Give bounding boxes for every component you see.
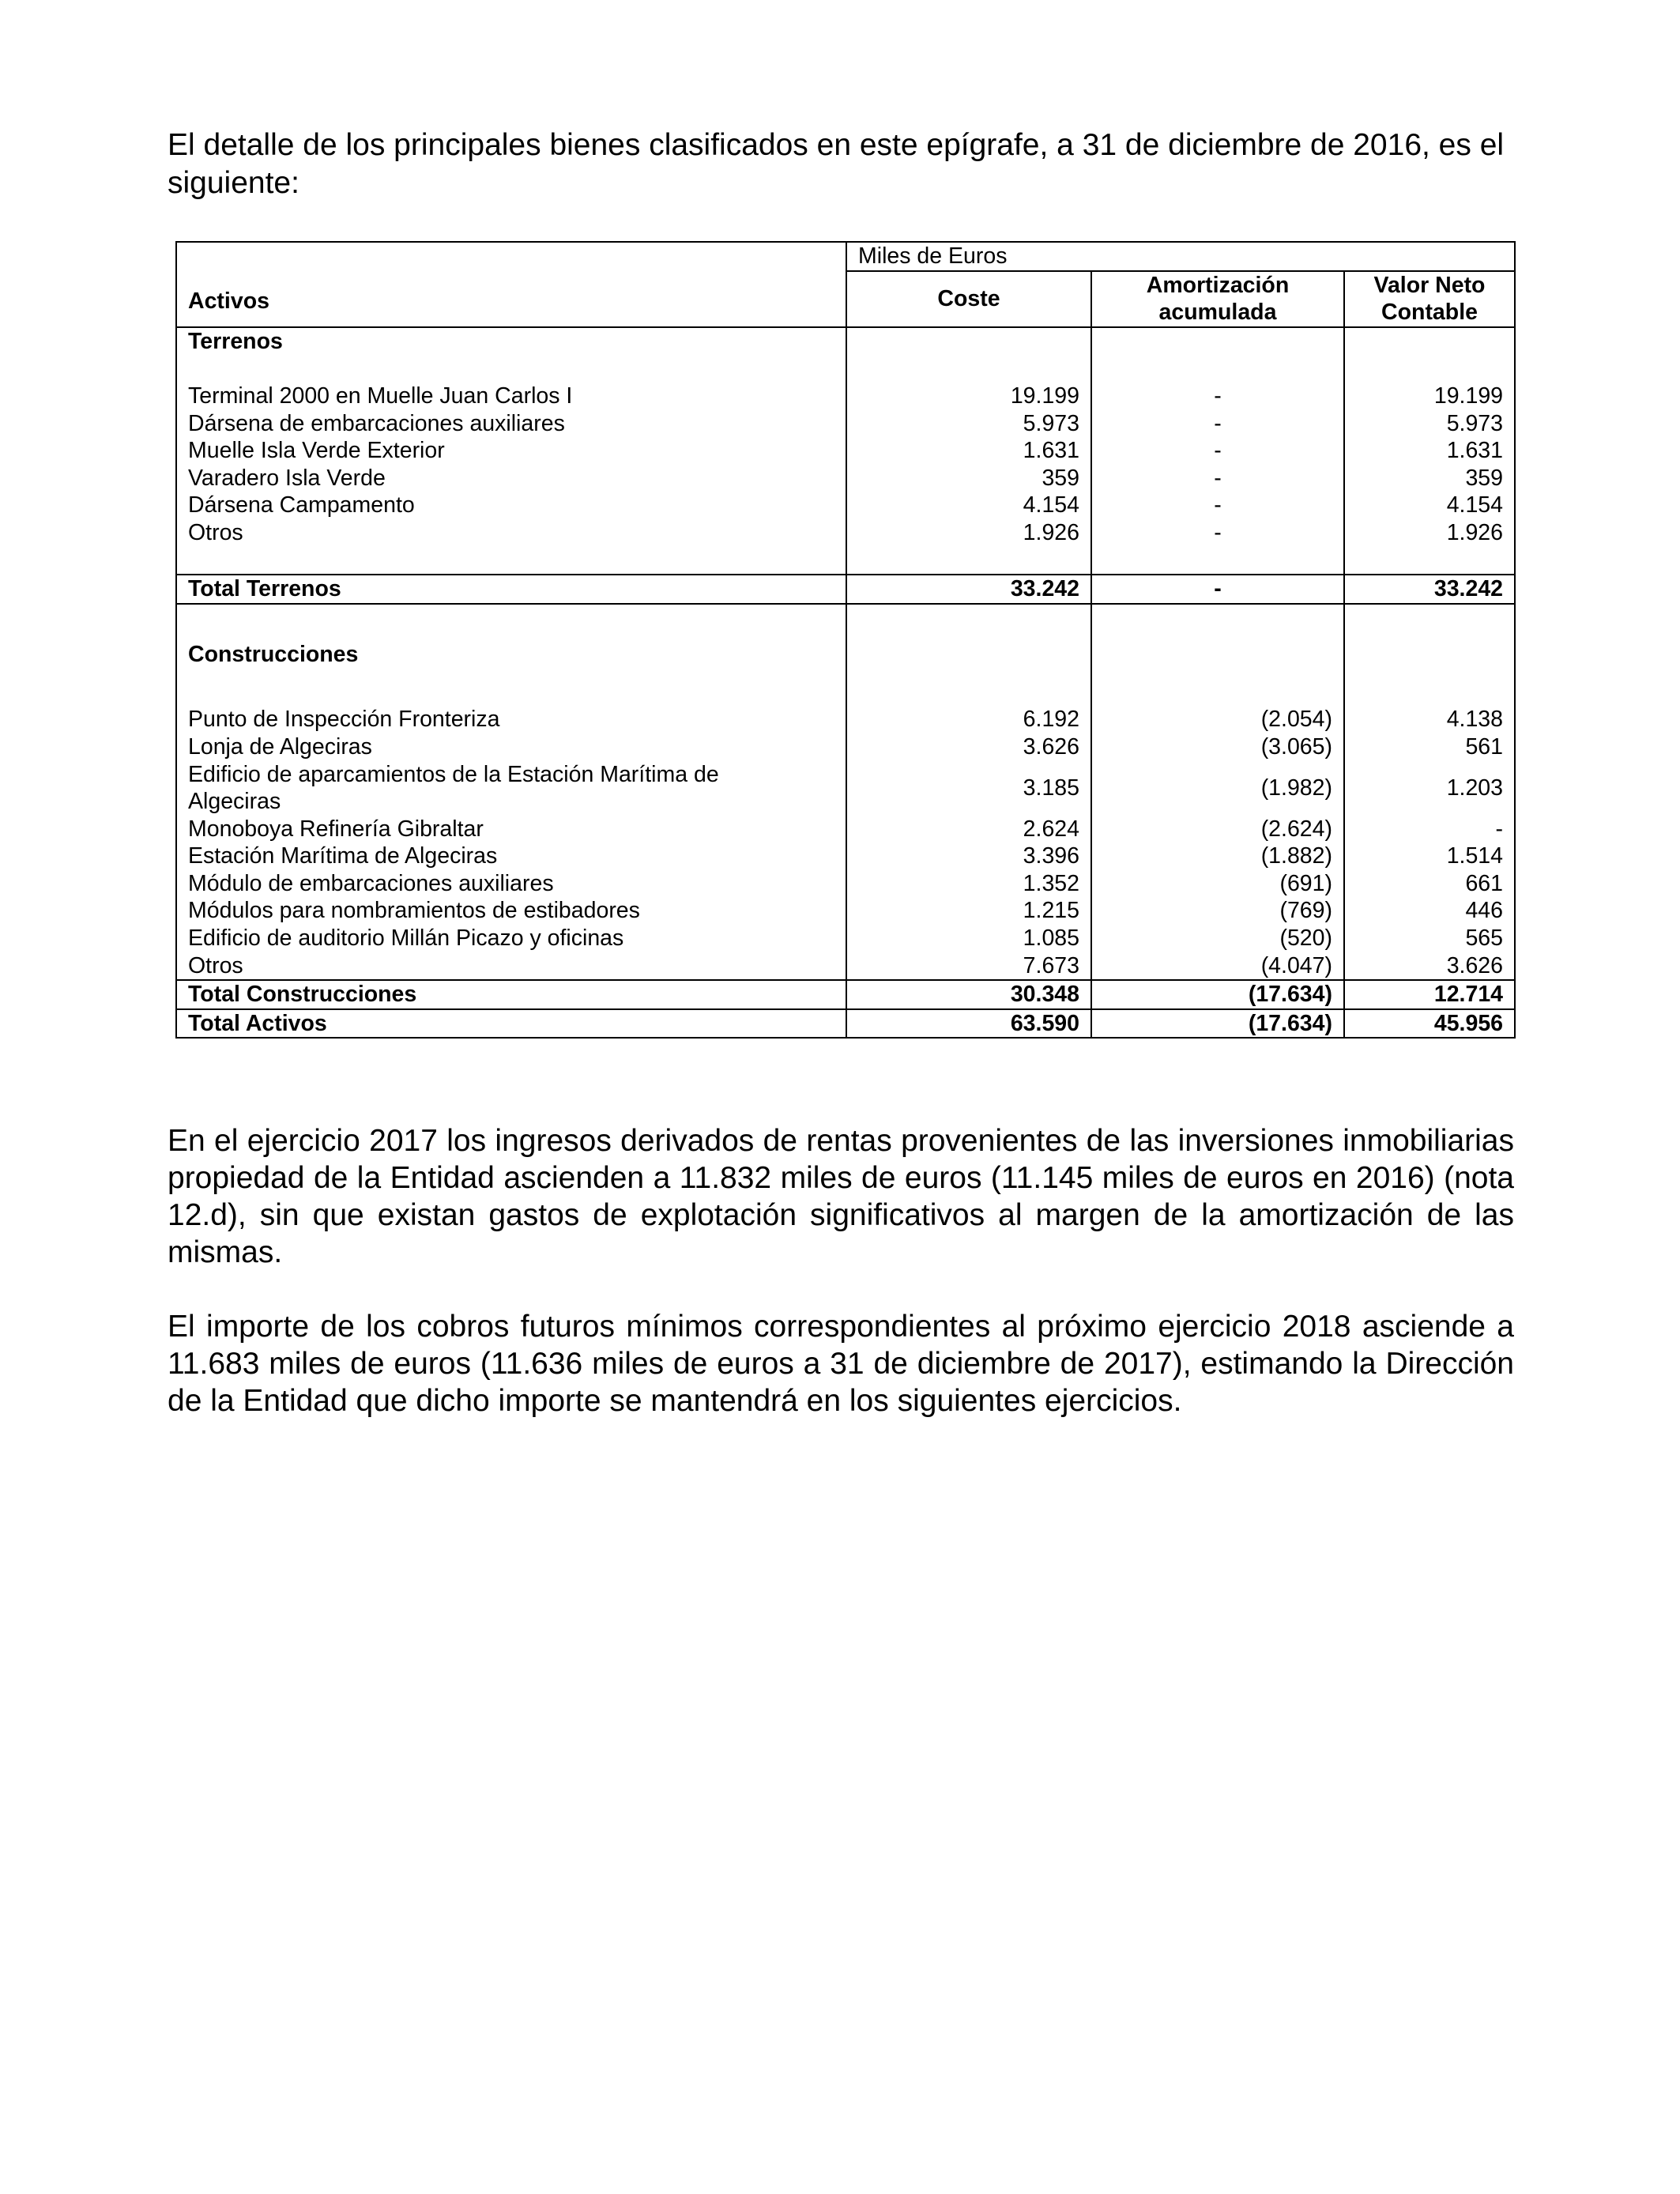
- table-row: Punto de Inspección Fronteriza 6.192 (2.054) 4.138: [176, 706, 1515, 733]
- total-row-activos: Total Activos 63.590 (17.634) 45.956: [176, 1009, 1515, 1039]
- col-header-valor-line2: Contable: [1381, 300, 1478, 326]
- table-row: Otros 7.673 (4.047) 3.626: [176, 952, 1515, 981]
- paragraph-ingresos: En el ejercicio 2017 los ingresos derivados de rentas provenientes de las inversiones inmobiliarias propiedad de la Entidad ascienden a 11.832 miles de euros (11.145 miles de euros en 2016) (nota 12.d), sin que existan gastos de explotación significativos al margen de la amortización de las mismas.: [168, 1124, 1514, 1269]
- table-row: Dársena Campamento 4.154 - 4.154: [176, 492, 1515, 519]
- total-row-terrenos: Total Terrenos 33.242 - 33.242: [176, 575, 1515, 604]
- table-row: Edificio de aparcamientos de la Estación Marítima de Algeciras 3.185 (1.982) 1.203: [176, 761, 1515, 816]
- table-row: Lonja de Algeciras 3.626 (3.065) 561: [176, 733, 1515, 761]
- table-row: Dársena de embarcaciones auxiliares 5.973 - 5.973: [176, 410, 1515, 438]
- section-title-terrenos: Terrenos: [176, 327, 846, 356]
- intro-text: El detalle de los principales bienes clasificados en este epígrafe, a 31 de diciembre de 2016, es el siguiente:: [168, 128, 1505, 200]
- table-row: Módulos para nombramientos de estibadores 1.215 (769) 446: [176, 897, 1515, 925]
- col-header-valor-line1: Valor Neto: [1373, 272, 1486, 298]
- table-row: Módulo de embarcaciones auxiliares 1.352 (691) 661: [176, 870, 1515, 898]
- col-group-header: Miles de Euros: [846, 242, 1515, 271]
- table-row: Varadero Isla Verde 359 - 359: [176, 465, 1515, 492]
- paragraph-cobros-futuros: El importe de los cobros futuros mínimos correspondientes al próximo ejercicio 2018 asciende a 11.683 miles de euros (11.636 miles de euros a 31 de diciembre de 2017), estimando la Dirección de la Entidad que dicho importe se mantendrá en los siguientes ejercicios.: [168, 1310, 1514, 1418]
- section-title-row: [176, 641, 1515, 669]
- table-row: Estación Marítima de Algeciras 3.396 (1.882) 1.514: [176, 843, 1515, 870]
- header-group-row: [176, 242, 1515, 271]
- table-row: Monoboya Refinería Gibraltar 2.624 (2.624) -: [176, 816, 1515, 843]
- col-header-coste: Coste: [846, 271, 1091, 327]
- table-row: Muelle Isla Verde Exterior 1.631 - 1.631: [176, 437, 1515, 465]
- table-row: Otros 1.926 - 1.926: [176, 519, 1515, 547]
- table-row: Terminal 2000 en Muelle Juan Carlos I 19.199 - 19.199: [176, 383, 1515, 410]
- assets-table: [175, 241, 1516, 1039]
- table-row: Edificio de auditorio Millán Picazo y oficinas 1.085 (520) 565: [176, 925, 1515, 952]
- section-title-construcciones: Construcciones: [176, 641, 846, 669]
- col-header-valor: [1344, 271, 1515, 327]
- section-title-row: [176, 327, 1515, 356]
- col-header-amortizacion: [1091, 271, 1344, 327]
- col-header-amortizacion-line1: Amortización: [1146, 272, 1290, 298]
- total-row-construcciones: Total Construcciones 30.348 (17.634) 12.714: [176, 980, 1515, 1009]
- col-header-activos: Activos: [188, 288, 269, 315]
- col-header-amortizacion-line2: acumulada: [1158, 300, 1277, 326]
